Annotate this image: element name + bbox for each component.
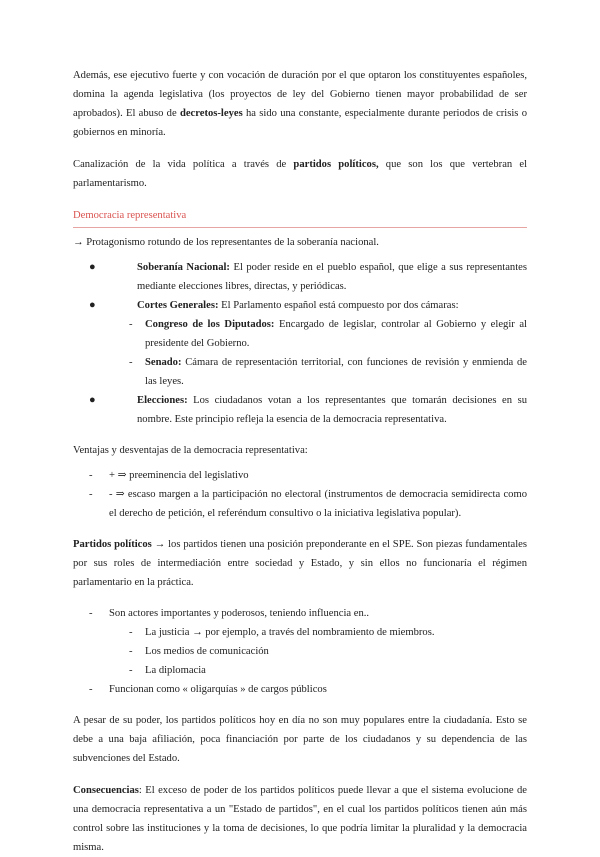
influencia-item: - La diplomacia xyxy=(73,661,527,680)
bullet-icon: ● xyxy=(89,299,96,311)
bold-decretos-leyes: decretos-leyes xyxy=(179,108,243,119)
paragraph-partidos-intro: Canalización de la vida política a través de partidos políticos, que son los que vertebran el parlamentarismo. xyxy=(73,159,528,189)
actores-item: - Son actores importantes y poderosos, teniendo influencia en.. xyxy=(73,604,527,623)
dash-icon: - xyxy=(129,646,133,657)
dash-icon: - xyxy=(89,489,93,500)
dash-icon: - xyxy=(89,470,93,481)
dash-icon: - xyxy=(129,357,133,368)
dash-icon: - xyxy=(129,665,133,676)
bullet-cortes: ● Cortes Generales: El Parlamento español está compuesto por dos cámaras: xyxy=(73,296,527,315)
paragraph-partidos: Partidos políticos → los partidos tienen una posición preponderante en el SPE. Son piezas fundamentales por sus roles de intermediación entre sociedad y Estado, y sin ellos no funcionaría el régimen parlamentario en la práctica. xyxy=(73,539,528,588)
desventaja-item: - - ⇒ escaso margen a la participación no electoral (instrumentos de democracia semidirecta como el derecho de petición, el referéndum consultivo o la iniciativa legislativa popular). xyxy=(73,485,527,523)
bullet-icon: ● xyxy=(89,394,96,406)
influencia-item: - La justicia → por ejemplo, a través del nombramiento de miembros. xyxy=(73,623,527,642)
bold-partidos: partidos políticos, xyxy=(293,159,379,170)
dash-icon: - xyxy=(129,319,133,330)
sub-item-congreso: - Congreso de los Diputados: Encargado de legislar, controlar al Gobierno y elegir al presidente del Gobierno. xyxy=(73,315,527,353)
section-heading: Democracia representativa xyxy=(73,206,527,228)
paragraph-popularidad: A pesar de su poder, los partidos políticos hoy en día no son muy populares entre la ciudadanía. Esto se debe a una baja afiliación, poca financiación por parte de los ciudadanos y su dependencia de las subvenciones del Estado. xyxy=(73,715,527,764)
bullet-elecciones: ● Elecciones: Los ciudadanos votan a los representantes que tomarán decisiones en su nombre. Este principio refleja la esencia de la democracia representativa. xyxy=(73,391,527,429)
influencia-item: - Los medios de comunicación xyxy=(73,642,527,661)
paragraph-ejecutivo: Además, ese ejecutivo fuerte y con vocación de duración por el que optaron los constituyentes españoles, domina la agenda legislativa (los proyectos de ley del Gobierno tienen mayor probabilidad de ser aprobados). El abuso de decretos-leyes ha sido una constante, especialmente durante periodos de crisis o gobiernos en minoría. xyxy=(73,70,528,138)
paragraph-consecuencias: Consecuencias: El exceso de poder de los partidos políticos puede llevar a que el sistema evolucione de una democracia representativa a un "Estado de partidos", en el cual los partidos políticos tienen aún más control sobre las instituciones y la toma de decisiones, lo que podría limitar la pluralidad y la democracia misma. xyxy=(73,785,527,853)
arrow-line: → Protagonismo rotundo de los representantes de la soberanía nacional. xyxy=(73,237,379,248)
bullet-soberania: ● Soberanía Nacional: El poder reside en el pueblo español, que elige a sus representantes mediante elecciones libres, directas, y periódicas. xyxy=(73,258,527,296)
dash-icon: - xyxy=(89,684,93,695)
dash-icon: - xyxy=(89,608,93,619)
dash-icon: - xyxy=(129,627,133,638)
ventaja-item: - + ⇒ preeminencia del legislativo xyxy=(73,466,527,485)
ventajas-title: Ventajas y desventajas de la democracia representativa: xyxy=(73,445,308,456)
oligarquias-item: - Funcionan como « oligarquías » de cargos públicos xyxy=(73,680,527,699)
bullet-icon: ● xyxy=(89,261,96,273)
document-page xyxy=(73,66,527,857)
sub-item-senado: - Senado: Cámara de representación territorial, con funciones de revisión y enmienda de las leyes. xyxy=(73,353,527,391)
